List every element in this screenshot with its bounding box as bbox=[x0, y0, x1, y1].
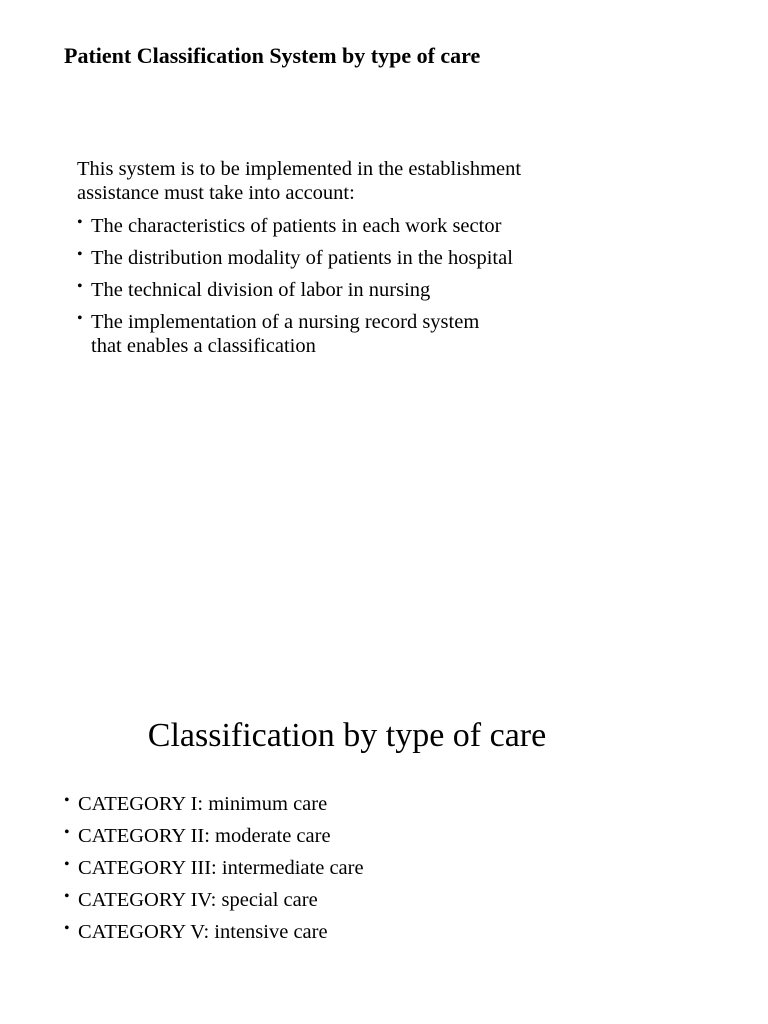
list-item: • CATEGORY III: intermediate care bbox=[64, 856, 584, 880]
intro-paragraph: This system is to be implemented in the establishment assistance must take into account: bbox=[77, 158, 522, 204]
list-item: • The technical division of labor in nursing bbox=[77, 278, 597, 302]
list-item: • CATEGORY I: minimum care bbox=[64, 792, 584, 816]
page-title: Patient Classification System by type of care bbox=[64, 43, 481, 68]
list-item: • The distribution modality of patients in the hospital bbox=[77, 246, 597, 270]
categories-list bbox=[64, 792, 584, 952]
list-item: • The characteristics of patients in each work sector bbox=[77, 214, 597, 238]
list-item: • CATEGORY V: intensive care bbox=[64, 920, 584, 944]
list-item: • CATEGORY II: moderate care bbox=[64, 824, 584, 848]
list-item: • The implementation of a nursing record system that enables a classification bbox=[77, 310, 511, 358]
section-heading: Classification by type of care bbox=[147, 717, 547, 754]
list-item: • CATEGORY IV: special care bbox=[64, 888, 584, 912]
considerations-list bbox=[77, 214, 597, 366]
